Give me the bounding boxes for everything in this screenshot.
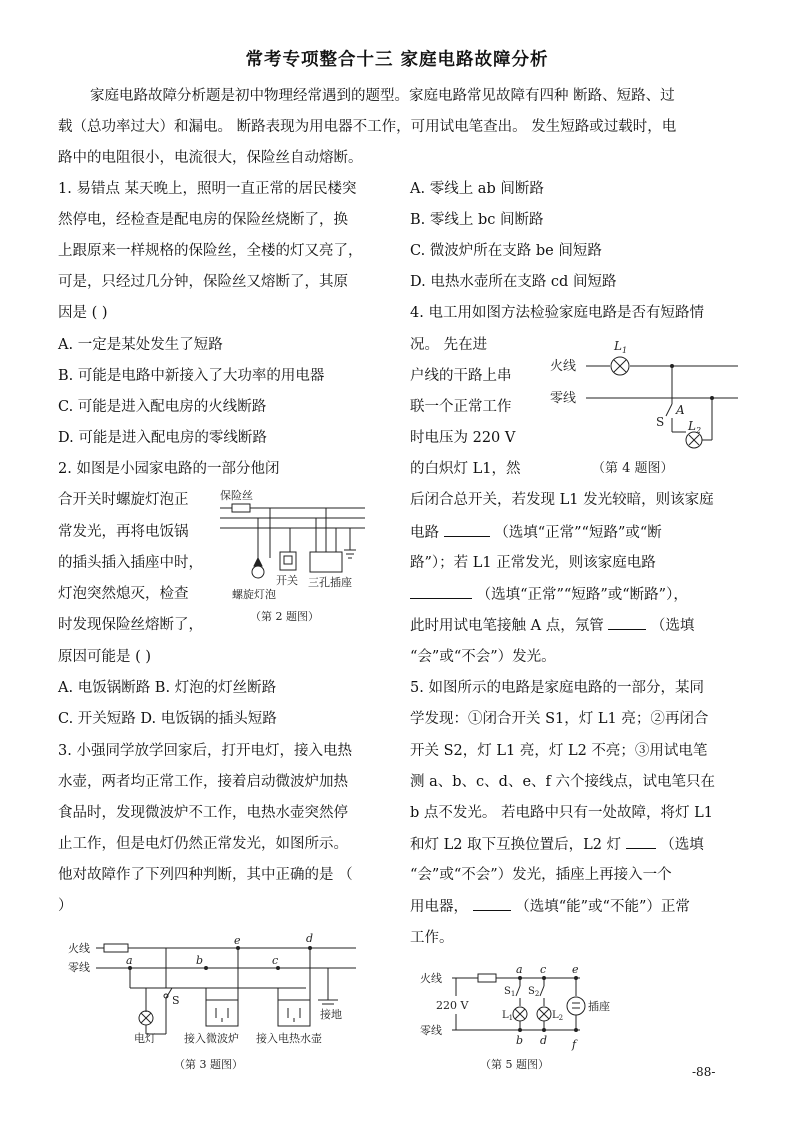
question-text: 食品时，发现微波炉不工作，电热水壶突然停 [58,805,348,821]
answer-blank[interactable] [626,834,656,849]
question-text: 上跟原来一样规格的保险丝，全楼的灯又亮了， [58,243,363,259]
point-e-label: e [572,963,579,976]
answer-blank[interactable] [473,896,511,911]
question-text: 的白炽灯 L1，然 [410,461,521,477]
question-text: 止工作，但是电灯仍然正常发光，如图所示。 [58,836,348,852]
figure-4-circuit [544,334,740,480]
option-a: A. 一定是某处发生了短路 [58,337,223,353]
question-text: 因是 ( ) [58,305,108,321]
text-fragment: 和灯 L2 取下互换位置后，L2 灯 [410,837,622,853]
text-fragment: （选填“能”或“不能”）正常 [515,899,690,915]
point-d-label: d [306,932,314,945]
question-text: 原因可能是 ( ) [58,649,152,665]
question-text: 灯泡突然熄灭，检查 [58,586,189,602]
point-a-label: a [126,954,133,967]
point-c-label: c [540,963,547,976]
question-text: 4. 电工用如图方法检验家庭电路是否有短路情 [410,305,704,321]
question-text [410,522,662,543]
options-ab: A. 电饭锅断路 B. 灯泡的灯丝断路 [58,680,277,696]
question-text: b 点不发光。 若电路中只有一处故障，将灯 L1 [410,805,713,821]
point-c-label: c [272,954,279,967]
figure-5-caption: （第 5 题图） [480,1058,549,1071]
kettle-label: 接入电热水壶 [256,1032,322,1045]
switch-s2-label: $S_2$ [528,986,540,998]
question-text: 联一个正常工作 [410,399,512,415]
text-fragment: 此时用试电笔接触 A 点，氖管 [410,618,604,634]
question-text: 他对故障作了下列四种判断，其中正确的是 （ [58,867,353,883]
question-text: 开关 S2，灯 L1 亮，灯 L2 不亮；③用试电笔 [410,743,708,759]
voltage-label: 220 V [436,999,469,1012]
figure-3-caption: （第 3 题图） [174,1058,243,1071]
text-fragment: 用电器， [410,899,468,915]
question-text: 的插头插入插座中时， [58,555,203,571]
question-text: 可是，只经过几分钟，保险丝又熔断了，其原 [58,274,348,290]
lamp-l2-label: $L_2$ [688,419,702,435]
question-text: 5. 如图所示的电路是家庭电路的一部分，某同 [410,680,704,696]
answer-blank[interactable] [444,522,490,537]
point-b-label: b [516,1034,524,1047]
question-text: ） [58,898,73,914]
options-cd: C. 开关短路 D. 电饭锅的插头短路 [58,711,277,727]
text-fragment: 电路 [410,525,439,541]
figure-5-circuit [418,960,638,1076]
question-text: 常发光，再将电饭锅 [58,524,189,540]
lamp-l1-label: $L_1$ [614,339,628,355]
question-text: 学发现：①闭合开关 S1，灯 L1 亮；②再闭合 [410,711,709,727]
point-e-label: e [234,934,241,947]
question-text: 合开关时螺旋灯泡正 [58,492,189,508]
switch-s1-label: $S_1$ [504,986,516,998]
question-text: 1. 易错点 某天晚上，照明一直正常的居民楼突 [58,181,357,197]
live-wire-label: 火线 [550,359,577,374]
ground-label: 接地 [320,1008,342,1021]
question-text: “会”或“不会”）发光。 [410,649,556,665]
live-wire-label: 火线 [68,942,90,955]
question-text: 测 a、b、c、d、e、f 六个接线点，试电笔只在 [410,774,715,790]
socket-label: 插座 [588,1000,610,1013]
question-text: 工作。 [410,930,454,946]
question-text: 后闭合总开关，若发现 L1 发光较暗，则该家庭 [410,492,714,508]
option-c: C. 可能是进入配电房的火线断路 [58,399,267,415]
intro-line: 路中的电阻很小，电流很大，保险丝自动熔断。 [58,150,363,166]
point-a-label: A [676,403,685,417]
question-text [410,896,690,917]
text-fragment: （选填 [650,618,695,634]
fuse-label: 保险丝 [220,489,253,502]
neutral-wire-label: 零线 [420,1024,442,1037]
lamp-l2-label: $L_2$ [552,1010,564,1022]
page-number: -88- [692,1065,716,1079]
question-text: “会”或“不会”）发光，插座上再接入一个 [410,867,672,883]
figure-2-circuit [210,486,370,626]
answer-blank[interactable] [608,615,646,630]
option-c: C. 微波炉所在支路 be 间短路 [410,243,602,259]
question-text: 时电压为 220 V [410,430,516,446]
microwave-label: 接入微波炉 [184,1032,239,1045]
intro-line: 载（总功率过大）和漏电。 断路表现为用电器不工作，可用试电笔查出。 发生短路或过载时，电 [58,119,677,135]
figure-2-caption: （第 2 题图） [250,610,319,623]
lamp-label: 电灯 [134,1032,156,1045]
neutral-wire-label: 零线 [550,391,577,406]
question-text: 况。 先在进 [410,337,488,353]
question-text: 水壶，两者均正常工作，接着启动微波炉加热 [58,774,348,790]
intro-line: 家庭电路故障分析题是初中物理经常遇到的题型。家庭电路常见故障有四种 断路、短路、过 [90,88,675,104]
text-fragment: （选填“正常”“短路”或“断路”）， [476,587,688,603]
neutral-wire-label: 零线 [68,961,90,974]
question-text: 时发现保险丝熔断了， [58,617,203,633]
lamp-l1-label: $L_1$ [502,1010,514,1022]
switch-s-label: S [656,415,665,429]
option-b: B. 零线上 bc 间断路 [410,212,544,228]
switch-s-label: S [172,994,180,1007]
option-a: A. 零线上 ab 间断路 [410,181,544,197]
point-a-label: a [516,963,523,976]
figure-4-caption: （第 4 题图） [592,461,674,476]
question-text: 路”）；若 L1 正常发光，则该家庭电路 [410,555,656,571]
question-text: 然停电，经检查是配电房的保险丝烧断了，换 [58,212,348,228]
option-b: B. 可能是电路中新接入了大功率的用电器 [58,368,325,384]
switch-label: 开关 [276,574,298,587]
question-text [410,584,688,605]
bulb-label: 螺旋灯泡 [232,588,276,601]
question-text: 2. 如图是小园家电路的一部分他闭 [58,461,280,477]
page-title: 常考专项整合十三 家庭电路故障分析 [245,50,549,70]
question-text: 3. 小强同学放学回家后，打开电灯，接入电热 [58,743,352,759]
live-wire-label: 火线 [420,972,442,985]
point-f-label: f [572,1038,577,1051]
question-text [410,834,704,855]
text-fragment: （选填“正常”“短路”或“断 [494,525,662,541]
question-text [410,615,694,636]
socket-label: 三孔插座 [308,576,352,589]
point-b-label: b [196,954,204,967]
text-fragment: （选填 [660,837,704,853]
answer-blank[interactable] [410,584,472,599]
point-d-label: d [540,1034,548,1047]
question-text: 户线的干路上串 [410,368,512,384]
option-d: D. 可能是进入配电房的零线断路 [58,430,267,446]
figure-3-circuit [66,930,366,1075]
option-d: D. 电热水壶所在支路 cd 间短路 [410,274,617,290]
